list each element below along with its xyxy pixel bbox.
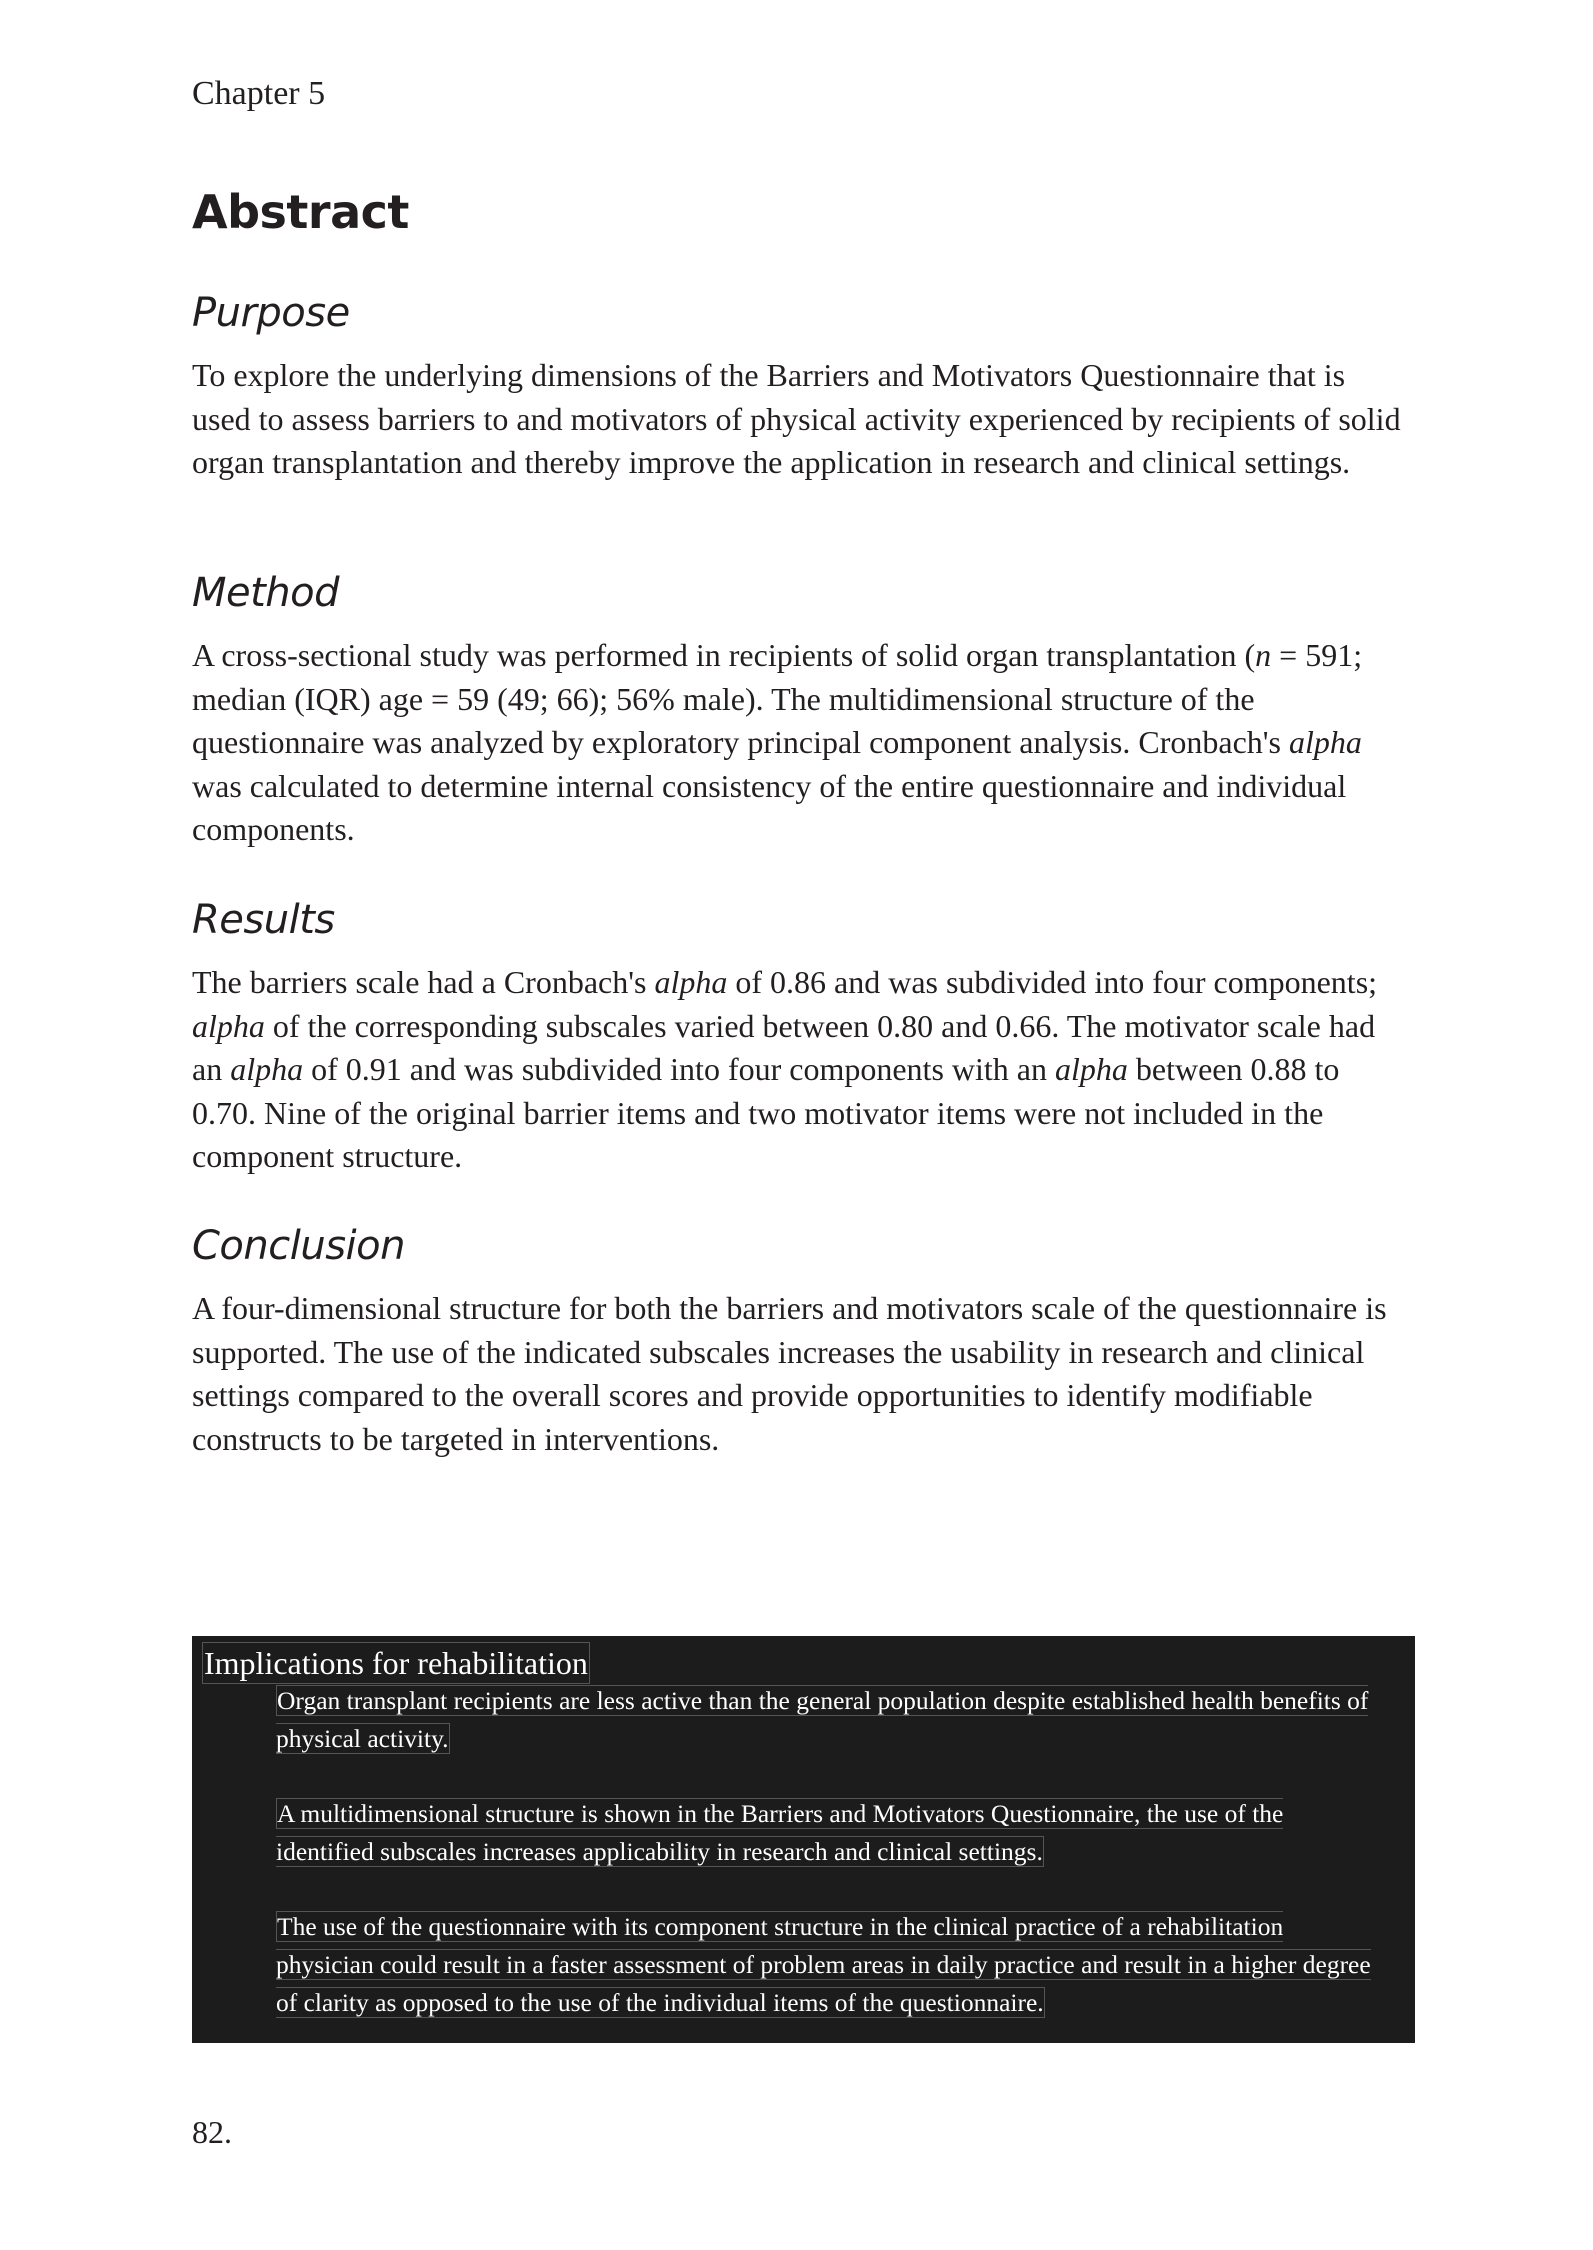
method-section — [192, 566, 1402, 852]
results-heading: Results — [192, 897, 335, 943]
method-heading: Method — [192, 570, 340, 616]
method-text-part: A cross-sectional study was performed in recipients of solid organ transplantation ( — [192, 637, 1256, 673]
method-text — [192, 634, 1402, 852]
purpose-text: To explore the underlying dimensions of the Barriers and Motivators Questionnaire that is used to assess barriers to and motivators of physical activity experienced by recipients of solid organ transplantation and thereby improve the application in research and clinical settings. — [192, 357, 1401, 480]
results-text-part: The barriers scale had a Cronbach's — [192, 964, 655, 1000]
abstract-title: Abstract — [192, 185, 409, 239]
conclusion-text: A four-dimensional structure for both the barriers and motivators scale of the questionnaire is supported. The use of the indicated subscales increases the usability in research and clinical settings compared to the overall scores and provide opportunities to identify modifiable constructs to be targeted in interventions. — [192, 1290, 1387, 1457]
implication-text: The use of the questionnaire with its component structure in the clinical practice of a rehabilitation physician could result in a faster assessment of problem areas in daily practice and result in a higher degree of clarity as opposed to the use of the individual items of the questionnaire. — [276, 1912, 1371, 2017]
implication-text: A multidimensional structure is shown in the Barriers and Motivators Questionnaire, the use of the identified subscales increases applicability in research and clinical settings. — [276, 1799, 1284, 1866]
running-head: Chapter 5 — [192, 75, 326, 112]
purpose-heading: Purpose — [192, 290, 350, 336]
method-text-part: = 591; median (IQR) age = 59 (49; 66); 56% male). The multidimensional structure of the questionnaire was analyzed by exploratory principal component analysis. Cronbach's — [192, 637, 1363, 760]
implications-list — [276, 1682, 1376, 2059]
alpha-term: alpha — [192, 1007, 265, 1044]
conclusion-section — [192, 1219, 1402, 1461]
method-text-part: was calculated to determine internal consistency of the entire questionnaire and individual components. — [192, 767, 1347, 847]
implications-title: Implications for rehabilitation — [202, 1642, 590, 1684]
results-text — [192, 961, 1402, 1179]
n-symbol: n — [1255, 637, 1272, 673]
implications-box — [192, 1636, 1415, 2043]
implication-item — [276, 1908, 1376, 2022]
alpha-term: alpha — [1289, 724, 1362, 760]
results-text-part: of the corresponding subscales varied between 0.80 and 0.66. The motivator scale had an — [192, 1007, 1376, 1087]
results-section — [192, 893, 1402, 1179]
alpha-term: alpha — [1054, 1051, 1128, 1087]
results-text-part: of 0.91 and was subdivided into four components with an — [303, 1051, 1055, 1087]
alpha-term: alpha — [654, 964, 728, 1000]
purpose-section — [192, 286, 1402, 485]
results-text-part: between 0.88 to 0.70. Nine of the original barrier items and two motivator items were not included in the component structure. — [192, 1051, 1340, 1174]
results-text-part: of 0.86 and was subdivided into four components; — [727, 964, 1378, 1000]
implication-text: Organ transplant recipients are less active than the general population despite established health benefits of physical activity. — [276, 1686, 1369, 1753]
page-number: 82. — [192, 2114, 232, 2150]
implication-item — [276, 1795, 1376, 1871]
conclusion-heading: Conclusion — [192, 1223, 405, 1269]
implication-item — [276, 1682, 1376, 1758]
alpha-term: alpha — [230, 1051, 304, 1087]
